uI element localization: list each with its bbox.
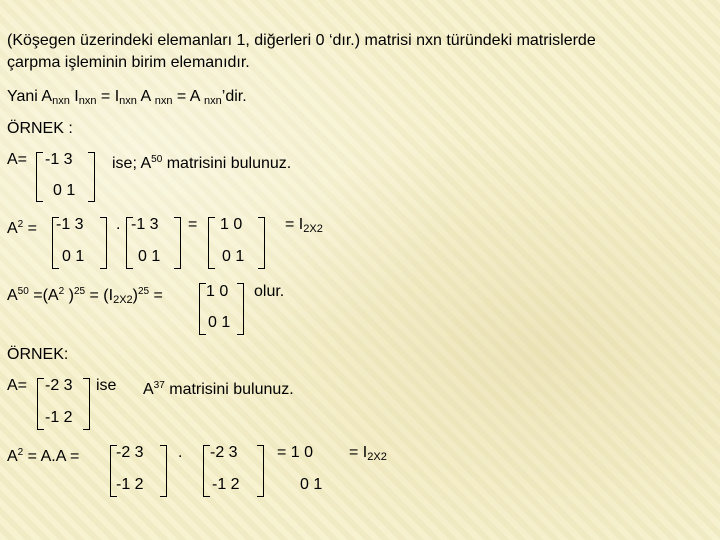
matrix-bracket-right xyxy=(100,217,107,269)
matrix-bracket-right xyxy=(258,217,265,269)
matrix-m3-row-1: 1 0 xyxy=(220,216,243,233)
dot-operator: . xyxy=(116,216,121,233)
matrix-m4-row-1: 1 0 xyxy=(206,283,229,300)
example-1-a-label: A= xyxy=(7,151,28,168)
matrix-bracket-right xyxy=(160,445,167,497)
result-row-1: = 1 0 xyxy=(277,444,314,461)
example-1-heading: ÖRNEK : xyxy=(7,120,73,137)
matrix-m4-row-2: 0 1 xyxy=(208,314,231,331)
equals-sign: = xyxy=(188,216,198,233)
matrix-a1-row-2: 0 1 xyxy=(53,182,76,199)
matrix-m2-row-1: -1 3 xyxy=(131,216,159,233)
matrix-a2-row-2: -1 2 xyxy=(45,409,73,426)
a2-aa-label: $A^2 = A.A$ = xyxy=(7,447,80,465)
intro-line-2: çarpma işleminin birim elemanıdır. xyxy=(7,54,250,71)
example-2-heading: ÖRNEK: xyxy=(7,346,69,363)
matrix-bracket-right xyxy=(83,378,90,430)
a2-label: $A^2$ = xyxy=(7,219,38,237)
matrix-bracket-right xyxy=(257,445,264,497)
matrix-m1-row-1: -1 3 xyxy=(56,216,84,233)
ise-text: ise xyxy=(96,377,117,394)
matrix-m2-row-2: 0 1 xyxy=(138,248,161,265)
result-row-2: 0 1 xyxy=(300,476,323,493)
matrix-bracket-right xyxy=(237,283,244,335)
dot-operator: . xyxy=(178,444,183,461)
olur-text: olur. xyxy=(254,283,285,300)
matrix-e1-row-1: -2 3 xyxy=(116,444,144,461)
example-1-task: ise; $A^{50}$ matrisini bulunuz. xyxy=(112,154,292,172)
example-2-task: $A^{37}$ matrisini bulunuz. xyxy=(143,380,294,398)
matrix-m1-row-2: 0 1 xyxy=(62,248,85,265)
matrix-e1-row-2: -1 2 xyxy=(116,476,144,493)
matrix-bracket-left xyxy=(36,152,43,202)
yani-line: Yani $A_{nxn}$ $I_{nxn} = I_{nxn}$ A $_{nxn}$ = A $_{nxn}$’dir. xyxy=(7,88,247,107)
matrix-bracket-left xyxy=(203,445,210,497)
a50-expression: $A^{50} =(A^2$ )$^{25} = (I_{2X2})^{25}$ = xyxy=(7,286,163,306)
matrix-e2-row-1: -2 3 xyxy=(210,444,238,461)
matrix-bracket-right xyxy=(174,217,181,269)
matrix-bracket-right xyxy=(88,152,95,202)
identity-result: = $I_{2X2}$ xyxy=(285,216,323,235)
matrix-bracket-left xyxy=(208,217,215,269)
example-2-a-label: A= xyxy=(7,377,28,394)
intro-line-1: (Köşegen üzerindeki elemanları 1, diğerleri 0 ‘dır.) matrisi nxn türündeki matrislerde xyxy=(7,32,596,49)
identity-result: = $I_{2X2}$ xyxy=(349,444,387,463)
matrix-m3-row-2: 0 1 xyxy=(222,248,245,265)
matrix-e2-row-2: -1 2 xyxy=(212,476,240,493)
matrix-a2-row-1: -2 3 xyxy=(45,377,73,394)
matrix-bracket-left xyxy=(199,283,206,335)
matrix-bracket-left xyxy=(37,378,44,430)
matrix-a1-row-1: -1 3 xyxy=(45,151,73,168)
